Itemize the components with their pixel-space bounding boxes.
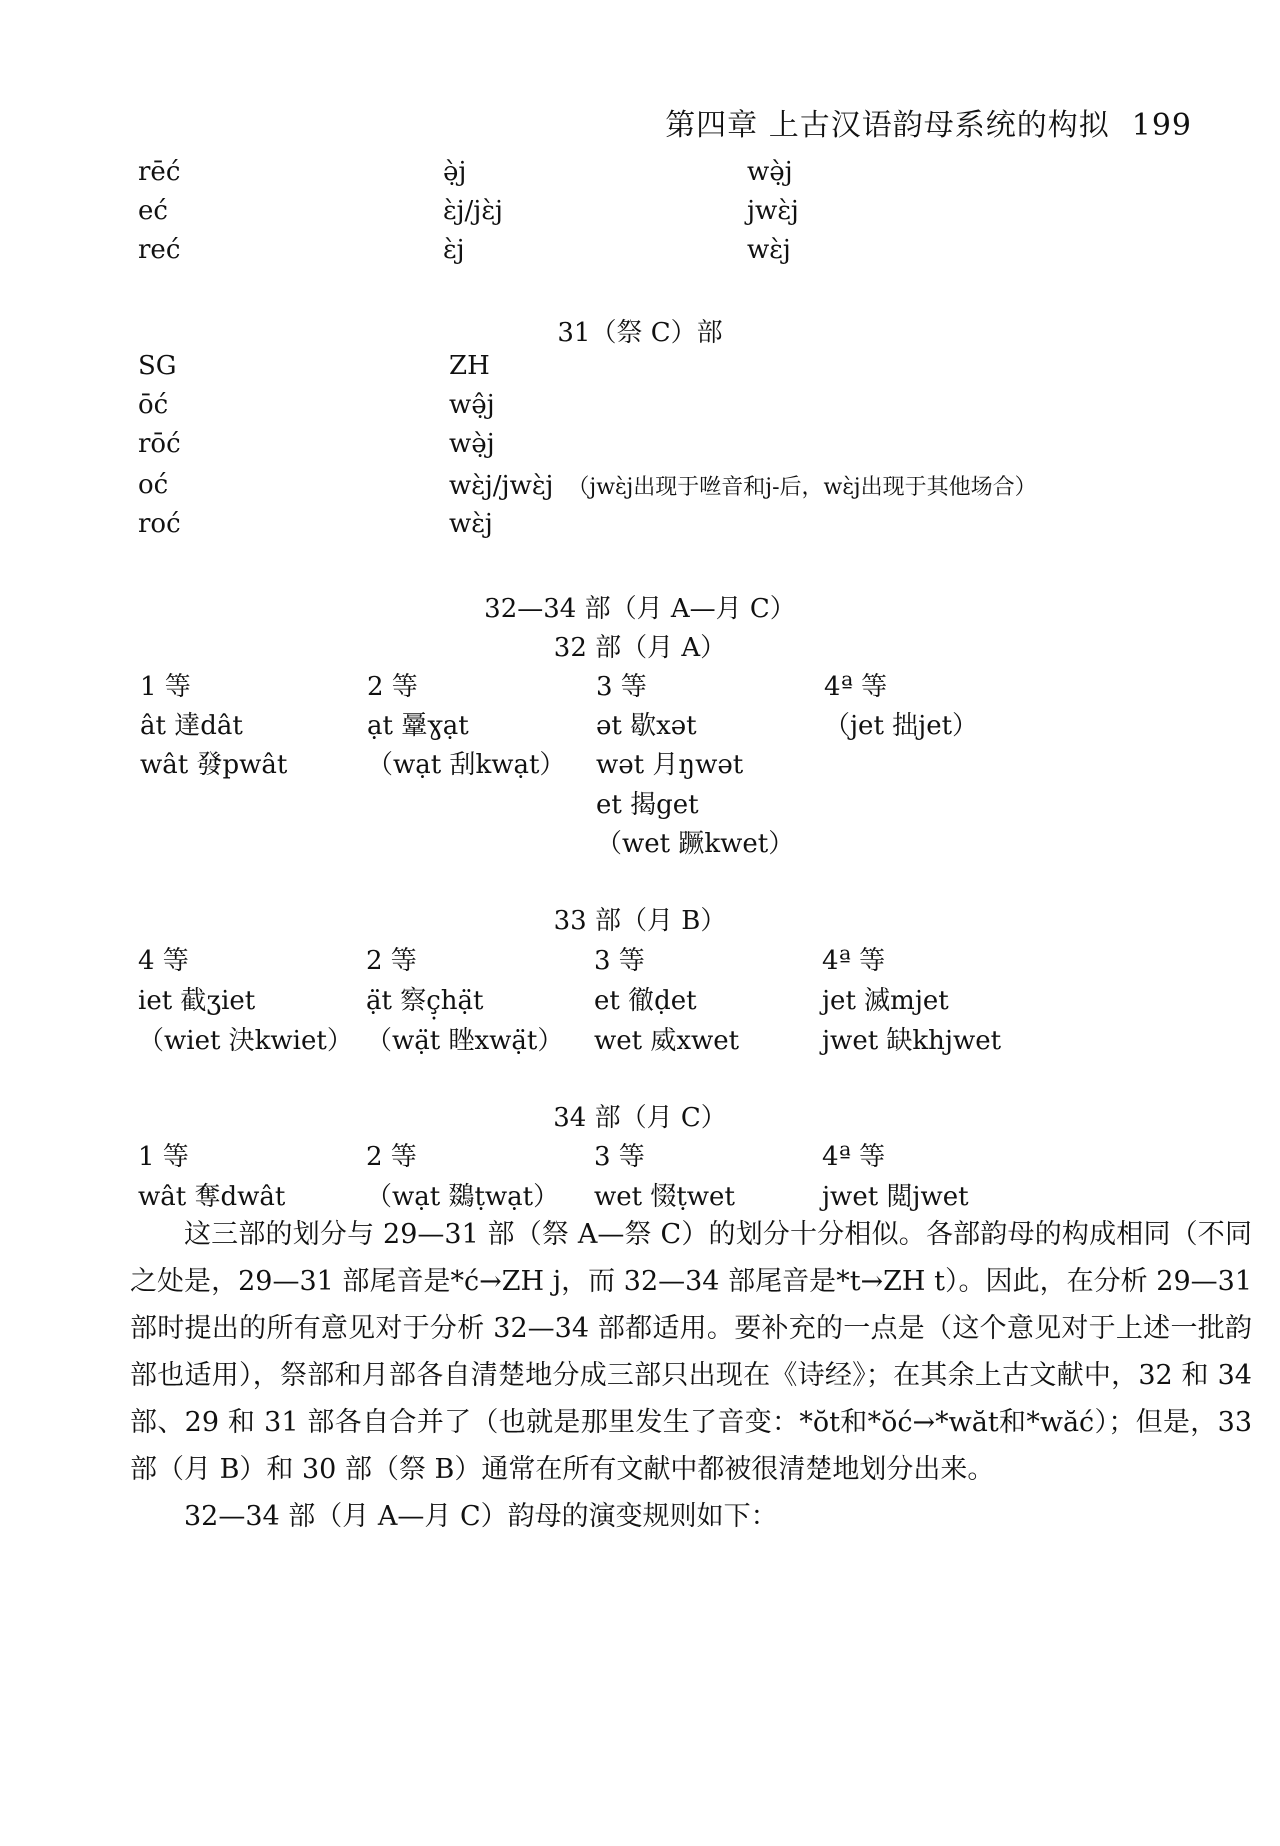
section-31-title: 31（祭 C）部 xyxy=(557,318,723,348)
table-row xyxy=(0,470,1280,510)
table-cell: wɛ̀j xyxy=(449,509,493,539)
table-cell: eć xyxy=(138,196,168,226)
table-row xyxy=(0,823,1280,863)
table-cell: et 揭get xyxy=(596,790,699,820)
table-cell: iet 截ʒiet xyxy=(138,986,256,1016)
column-header: SG xyxy=(138,351,177,381)
column-header: 4 等 xyxy=(138,946,189,976)
table-cell: ōć xyxy=(138,390,169,420)
table-cell: wə̣̀j xyxy=(449,429,495,459)
table-row xyxy=(0,509,1280,549)
table-cell: wə̣̀j xyxy=(747,157,793,187)
section-32-34-title: 32—34 部（月 A—月 C） xyxy=(484,594,796,624)
column-header: 2 等 xyxy=(366,1142,417,1172)
table-row xyxy=(0,705,1280,745)
table-row xyxy=(0,1176,1280,1216)
table-cell: （wiet 決kwiet） xyxy=(138,1026,353,1056)
table-cell: rēć xyxy=(138,157,181,187)
column-header: ZH xyxy=(449,351,490,381)
column-header: 1 等 xyxy=(140,672,191,702)
table-cell: jwet 缺khjwet xyxy=(822,1026,1002,1056)
table-cell: wet 威xwet xyxy=(594,1026,740,1056)
table-cell: jwet 閲jwet xyxy=(822,1182,969,1212)
column-header: 1 等 xyxy=(138,1142,189,1172)
paragraph: 32—34 部（月 A—月 C）韵母的演变规则如下： xyxy=(184,1501,778,1532)
column-header: 3 等 xyxy=(594,1142,645,1172)
table-row xyxy=(0,429,1280,469)
table-cell: jet 滅mjet xyxy=(822,986,949,1016)
table-cell: （wạt 刮kwạt） xyxy=(367,750,566,780)
table-row xyxy=(0,980,1280,1020)
table-cell: （jet 拙jet） xyxy=(824,711,979,741)
table-cell: ạ̈t 察ç̣hạ̈t xyxy=(366,986,484,1016)
table-cell: （wạ̈t 睉xwạ̈t） xyxy=(366,1026,564,1056)
table-cell: wet 惙ṭwet xyxy=(594,1182,735,1212)
table-cell: wə̣̂j xyxy=(449,390,495,420)
column-header: 4ª 等 xyxy=(822,1142,886,1172)
column-header: 3 等 xyxy=(596,672,647,702)
table-cell xyxy=(449,470,1037,501)
table-header-row xyxy=(0,1136,1280,1176)
table-cell: jwɛ̀j xyxy=(747,196,799,226)
table-cell: wət 月ŋwət xyxy=(596,750,744,780)
table-cell: et 徹ḍet xyxy=(594,986,697,1016)
table-header-row xyxy=(0,940,1280,980)
table-row xyxy=(0,235,1280,275)
table-cell: （wet 蹶kwet） xyxy=(596,829,795,859)
table-row xyxy=(0,1020,1280,1060)
table-cell: ɛ̀j/jɛ̀j xyxy=(443,196,503,226)
table-row xyxy=(0,784,1280,824)
table-cell: oć xyxy=(138,470,169,500)
table-row xyxy=(0,196,1280,236)
paragraph: 这三部的划分与 29—31 部（祭 A—祭 C）的划分十分相似。各部韵母的构成相同（不同之处是，29—31 部尾音是*ć→ZH j，而 32—34 部尾音是*t→ZH t）。因此，在分析 29—31 部时提出的所有意见对于分析 32—34 部都适用。要补充的一点是（这个意见对于上述一批韵部也适用），祭部和月部各自清楚地分成三部只出现在《诗经》；在其余上古文献中，32 和 34 部、29 和 31 部各自合并了（也就是那里发生了音变：*ŏt和*ŏć→*wăt和*wăć）；但是，33 部（月 B）和 30 部（祭 B）通常在所有文献中都被很清楚地划分出来。 xyxy=(130,1219,1252,1485)
body-text xyxy=(130,1211,1252,1540)
column-header: 4ª 等 xyxy=(824,672,888,702)
column-header: 3 等 xyxy=(594,946,645,976)
table-cell: ət 歇xət xyxy=(596,711,697,741)
page-header xyxy=(665,100,1192,144)
table-cell: ə̣̀j xyxy=(443,157,467,187)
table-cell: roć xyxy=(138,509,181,539)
table-cell: wât 發pwât xyxy=(140,750,288,780)
table-cell: （wạt 鵽ṭwạt） xyxy=(366,1182,560,1212)
table-cell: ɛ̀j xyxy=(443,235,465,265)
section-32-title: 32 部（月 A） xyxy=(553,633,727,663)
table-header-row xyxy=(0,351,1280,391)
table-row xyxy=(0,390,1280,430)
column-header: 2 等 xyxy=(367,672,418,702)
table-header-row xyxy=(0,666,1280,706)
table-cell: ât 達dât xyxy=(140,711,243,741)
page-number: 199 xyxy=(1131,108,1192,143)
table-cell-value: wɛ̀j/jwɛ̀j xyxy=(449,471,554,501)
table-cell: ạt 鞷ɣạt xyxy=(367,711,469,741)
column-header: 4ª 等 xyxy=(822,946,886,976)
table-note: （jwɛ̀j出现于咝音和j-后，wɛ̀j出现于其他场合） xyxy=(567,475,1037,500)
table-cell: rōć xyxy=(138,429,181,459)
table-cell: wɛ̀j xyxy=(747,235,791,265)
section-34-title: 34 部（月 C） xyxy=(553,1103,727,1133)
chapter-title: 第四章 上古汉语韵母系统的构拟 xyxy=(665,108,1110,143)
column-header: 2 等 xyxy=(366,946,417,976)
section-33-title: 33 部（月 B） xyxy=(553,906,727,936)
table-cell: wât 奪dwât xyxy=(138,1182,286,1212)
table-row xyxy=(0,744,1280,784)
table-row xyxy=(0,157,1280,197)
table-cell: reć xyxy=(138,235,181,265)
